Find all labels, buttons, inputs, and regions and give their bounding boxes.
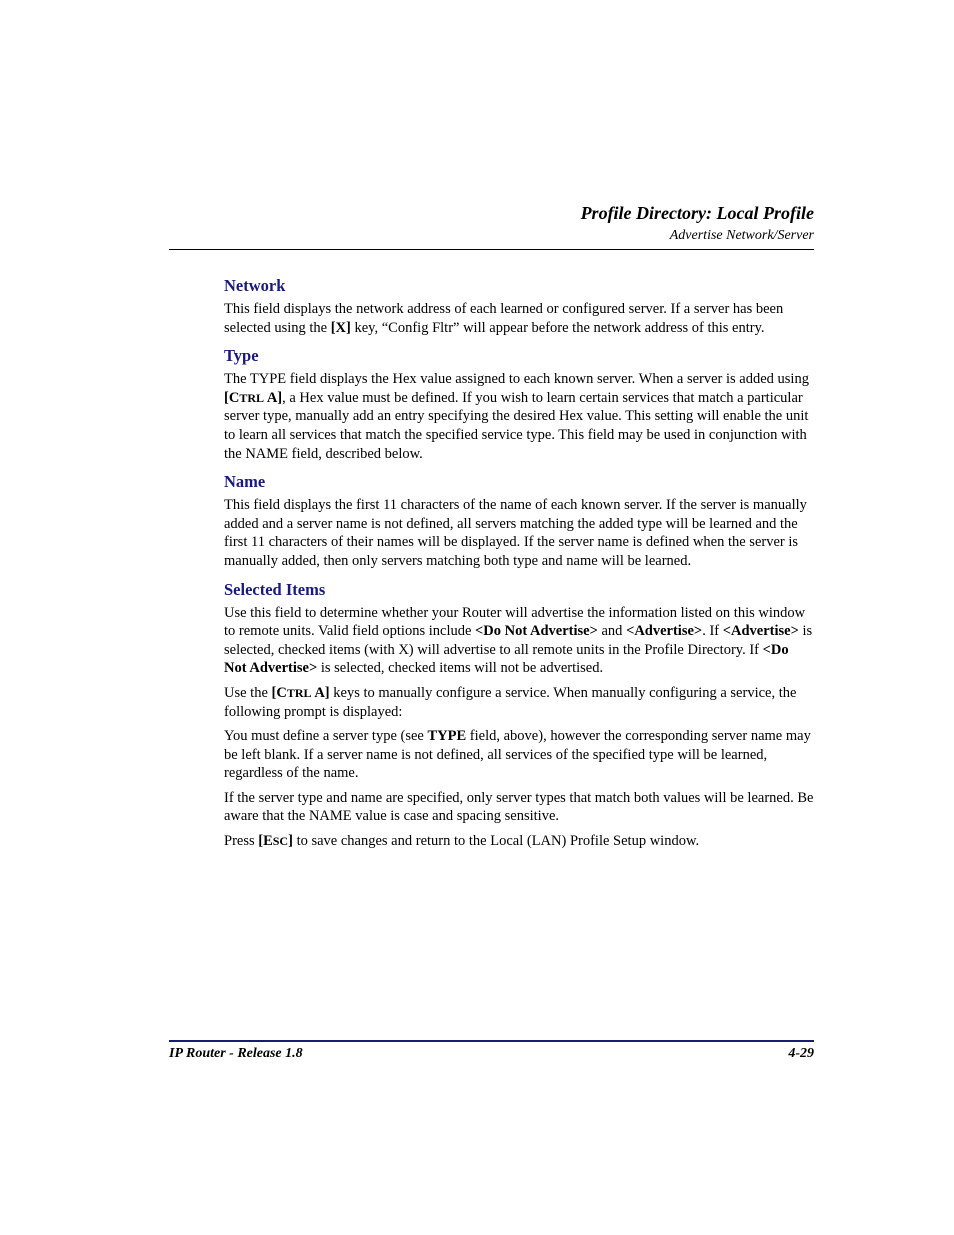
selected-items-paragraph-2 [224, 684, 814, 721]
text-run: You must define a server type (see [224, 728, 428, 745]
text-run: keys to manually configure a service. When manually configuring a service, the following prompt is displayed: [224, 684, 797, 720]
page-header-subtitle: Advertise Network/Server [669, 228, 814, 243]
text-run: , a Hex value must be defined. If you wish to learn certain services that match a particular server type, manually add an entry specifying the desired Hex value. This setting will enable the unit to learn all services that match the specified service type. This field may be used in conjunction with the NAME field, described below. [224, 389, 809, 462]
footer-rule [169, 1040, 814, 1042]
field-type-ref: TYPE [427, 728, 467, 745]
option-advertise: <Advertise> [722, 623, 799, 640]
text-run: is selected, checked items will not be advertised. [317, 660, 604, 677]
section-heading-name: Name [224, 472, 266, 492]
key-part: ] [288, 833, 293, 850]
text-run: Use this field to determine whether your Router will advertise the information listed on this window to remote units. Valid field options include [224, 604, 806, 640]
key-x: [X] [330, 319, 351, 336]
text-run: This field displays the network address of each learned or configured server. If a server has been selected using the [224, 301, 784, 336]
page-header-title: Profile Directory: Local Profile [580, 203, 814, 223]
name-paragraph: This field displays the first 11 characters of the name of each known server. If the server is manually added and a server name is not defined, all servers matching the added type will be learned and the first 11 characters of their names will be displayed. If the server name is defined when the server is manually added, then only servers matching both type and name will be learned. [224, 497, 807, 569]
key-part: A] [264, 389, 283, 406]
text-run: Press [224, 833, 259, 850]
selected-items-paragraph-3 [224, 727, 814, 783]
section-selected-items [224, 580, 814, 851]
footer-product: IP Router - Release 1.8 [169, 1046, 303, 1061]
key-part: TRL [239, 390, 264, 405]
option-do-not-advertise: <Do Not Advertise> [475, 623, 598, 640]
selected-items-paragraph-1 [224, 604, 814, 678]
text-run: key, “Config Fltr” will appear before the network address of this entry. [350, 319, 765, 336]
key-part: A] [311, 684, 330, 701]
text-run: . If [702, 623, 723, 640]
key-part: TRL [286, 685, 312, 700]
key-ctrl-a [224, 390, 282, 406]
text-run: field, above), however the corresponding server name may be left blank. If a server name is not defined, all services of the specified type will be learned, regardless of the name. [224, 728, 811, 782]
header-rule [169, 249, 814, 250]
text-run: Use the [224, 684, 272, 701]
selected-items-paragraph-4: If the server type and name are specified, only server types that match both values will be learned. Be aware that the NAME value is case and spacing sensitive. [224, 789, 814, 825]
page-number: 4-29 [788, 1046, 814, 1061]
key-part: [C [224, 389, 240, 406]
type-paragraph [224, 370, 814, 463]
selected-items-paragraph-5 [224, 832, 814, 851]
content [224, 276, 814, 860]
option-advertise: <Advertise> [626, 623, 703, 640]
key-ctrl-a [272, 685, 330, 701]
section-network [224, 276, 814, 337]
key-part: SC [272, 834, 289, 849]
text-run: to save changes and return to the Local (LAN) Profile Setup window. [292, 833, 700, 850]
section-heading-type: Type [224, 346, 259, 366]
option-do-not-advertise: <Do Not Advertise> [224, 641, 789, 677]
network-paragraph [224, 300, 814, 337]
key-part: [C [271, 684, 287, 701]
key-esc [258, 833, 293, 849]
text-run: and [597, 623, 627, 640]
section-heading-network: Network [224, 276, 286, 295]
section-name [224, 472, 814, 570]
text-run: is selected, checked items (with X) will advertise to all remote units in the Profile Directory. If [224, 623, 813, 658]
text-run: The TYPE field displays the Hex value assigned to each known server. When a server is added using [224, 371, 809, 388]
section-type [224, 346, 814, 463]
section-heading-selected-items: Selected Items [224, 579, 326, 599]
key-part: [E [258, 833, 273, 850]
